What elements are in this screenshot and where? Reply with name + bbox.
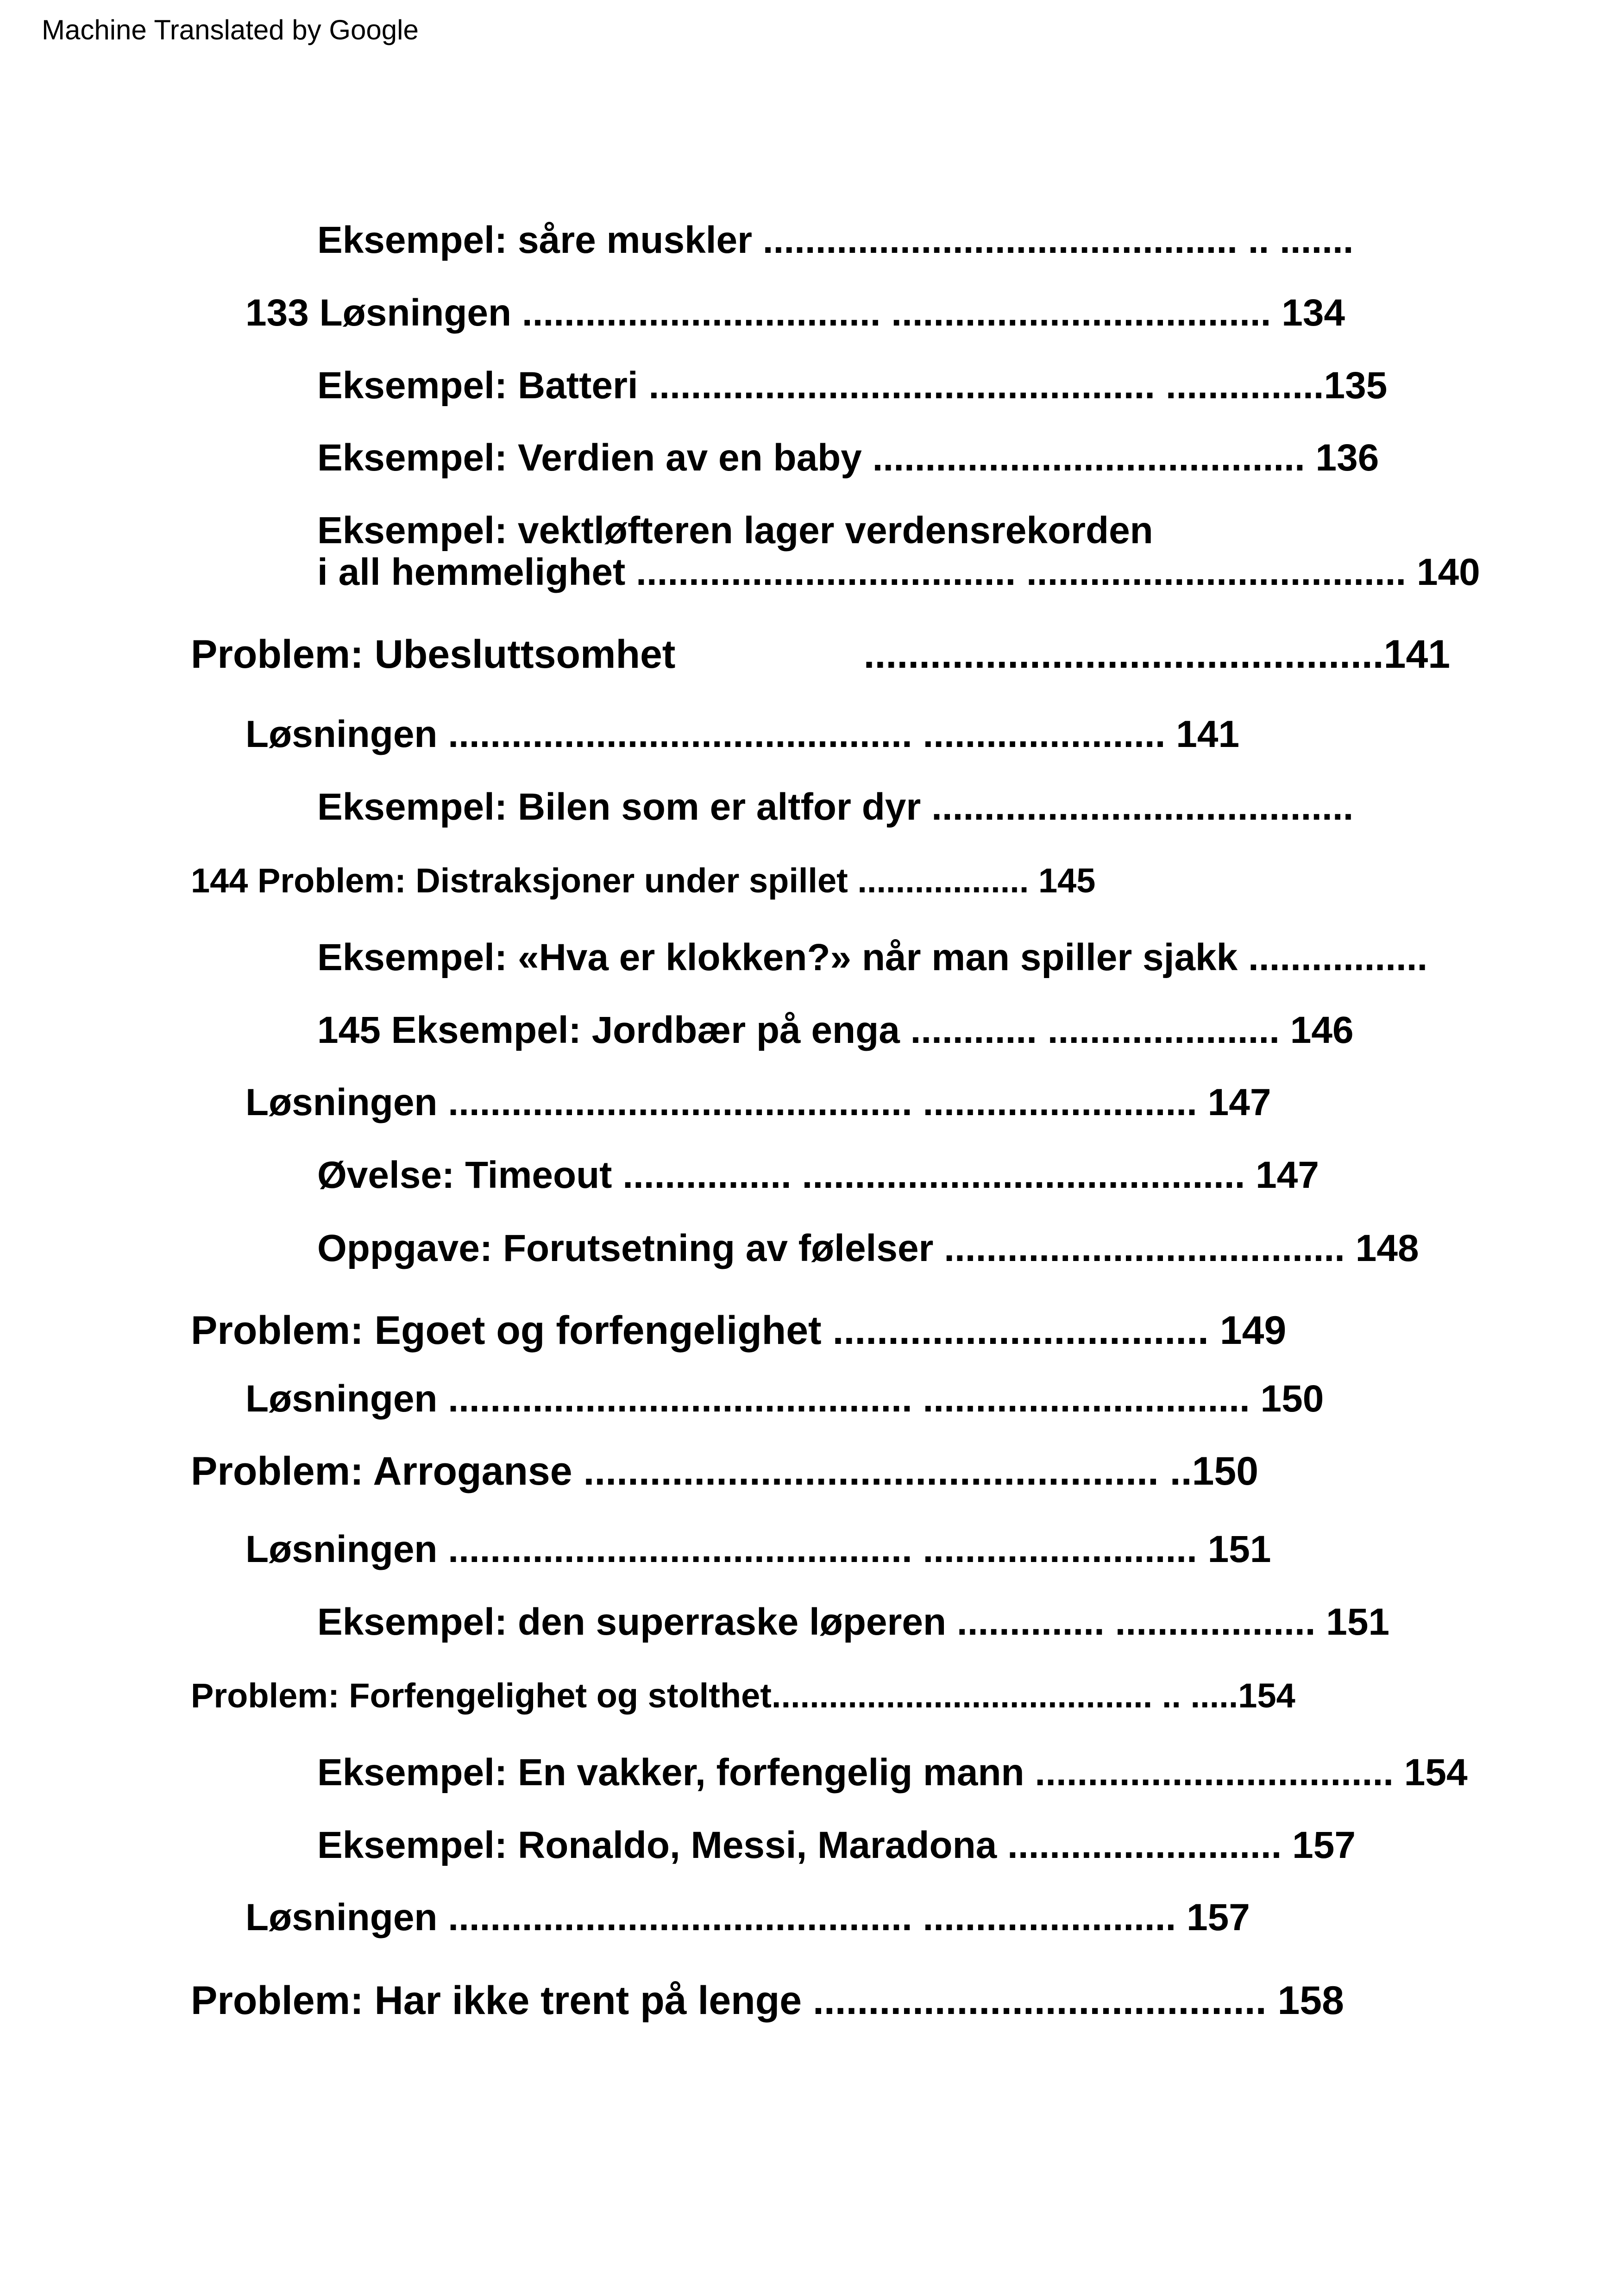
toc-entry: Øvelse: Timeout ................ .......................................... 147 (317, 1154, 1319, 1196)
toc-entry: Problem: Ubesluttsomhet ...............................................141 (191, 632, 1451, 677)
toc-entry: Eksempel: Verdien av en baby ......................................... 136 (317, 437, 1379, 479)
toc-entry: Løsningen ............................................ ............................... 150 (245, 1378, 1324, 1420)
toc-entry: Eksempel: vektløfteren lager verdensrekorden (317, 509, 1153, 552)
toc-entry: Eksempel: den superraske løperen .............. ................... 151 (317, 1601, 1390, 1643)
toc-entry: Eksempel: Batteri ................................................ ...............135 (317, 364, 1388, 407)
toc-entry: Problem: Egoet og forfengelighet .................................. 149 (191, 1308, 1287, 1353)
toc-entry: 145 Eksempel: Jordbær på enga ............ ...................... 146 (317, 1009, 1354, 1051)
toc-entry: Eksempel: «Hva er klokken?» når man spiller sjakk ................. (317, 936, 1428, 979)
toc-entry: Eksempel: Ronaldo, Messi, Maradona .......................... 157 (317, 1824, 1356, 1866)
toc-entry: i all hemmelighet .................................... .................................... 140 (317, 551, 1480, 593)
toc-entry: Eksempel: En vakker, forfengelig mann .................................. 154 (317, 1751, 1468, 1794)
toc-entry: Problem: Arroganse .................................................... ..150 (191, 1449, 1259, 1493)
toc-entry: Løsningen ............................................ .......................... 147 (245, 1081, 1271, 1123)
toc-entry: Løsningen ............................................ .......................... 151 (245, 1528, 1271, 1570)
toc-entry: Problem: Har ikke trent på lenge ......................................... 158 (191, 1978, 1344, 2023)
machine-translation-note: Machine Translated by Google (42, 14, 419, 45)
toc-entry: Løsningen ............................................ ....................... 141 (245, 713, 1240, 755)
toc-entry: Oppgave: Forutsetning av følelser ...................................... 148 (317, 1227, 1419, 1269)
toc-entry: Problem: Forfengelighet og stolthet........................................ .. .....154 (191, 1676, 1295, 1715)
toc-entry: 144 Problem: Distraksjoner under spillet .................. 145 (191, 861, 1096, 900)
toc-entry: Eksempel: såre muskler ............................................. .. ....... (317, 219, 1354, 261)
toc-entry: Eksempel: Bilen som er altfor dyr ........................................ (317, 786, 1354, 828)
toc-entry: Løsningen ............................................ ........................ 157 (245, 1896, 1250, 1938)
toc-entry: 133 Løsningen .................................. .................................... 134 (245, 292, 1345, 334)
